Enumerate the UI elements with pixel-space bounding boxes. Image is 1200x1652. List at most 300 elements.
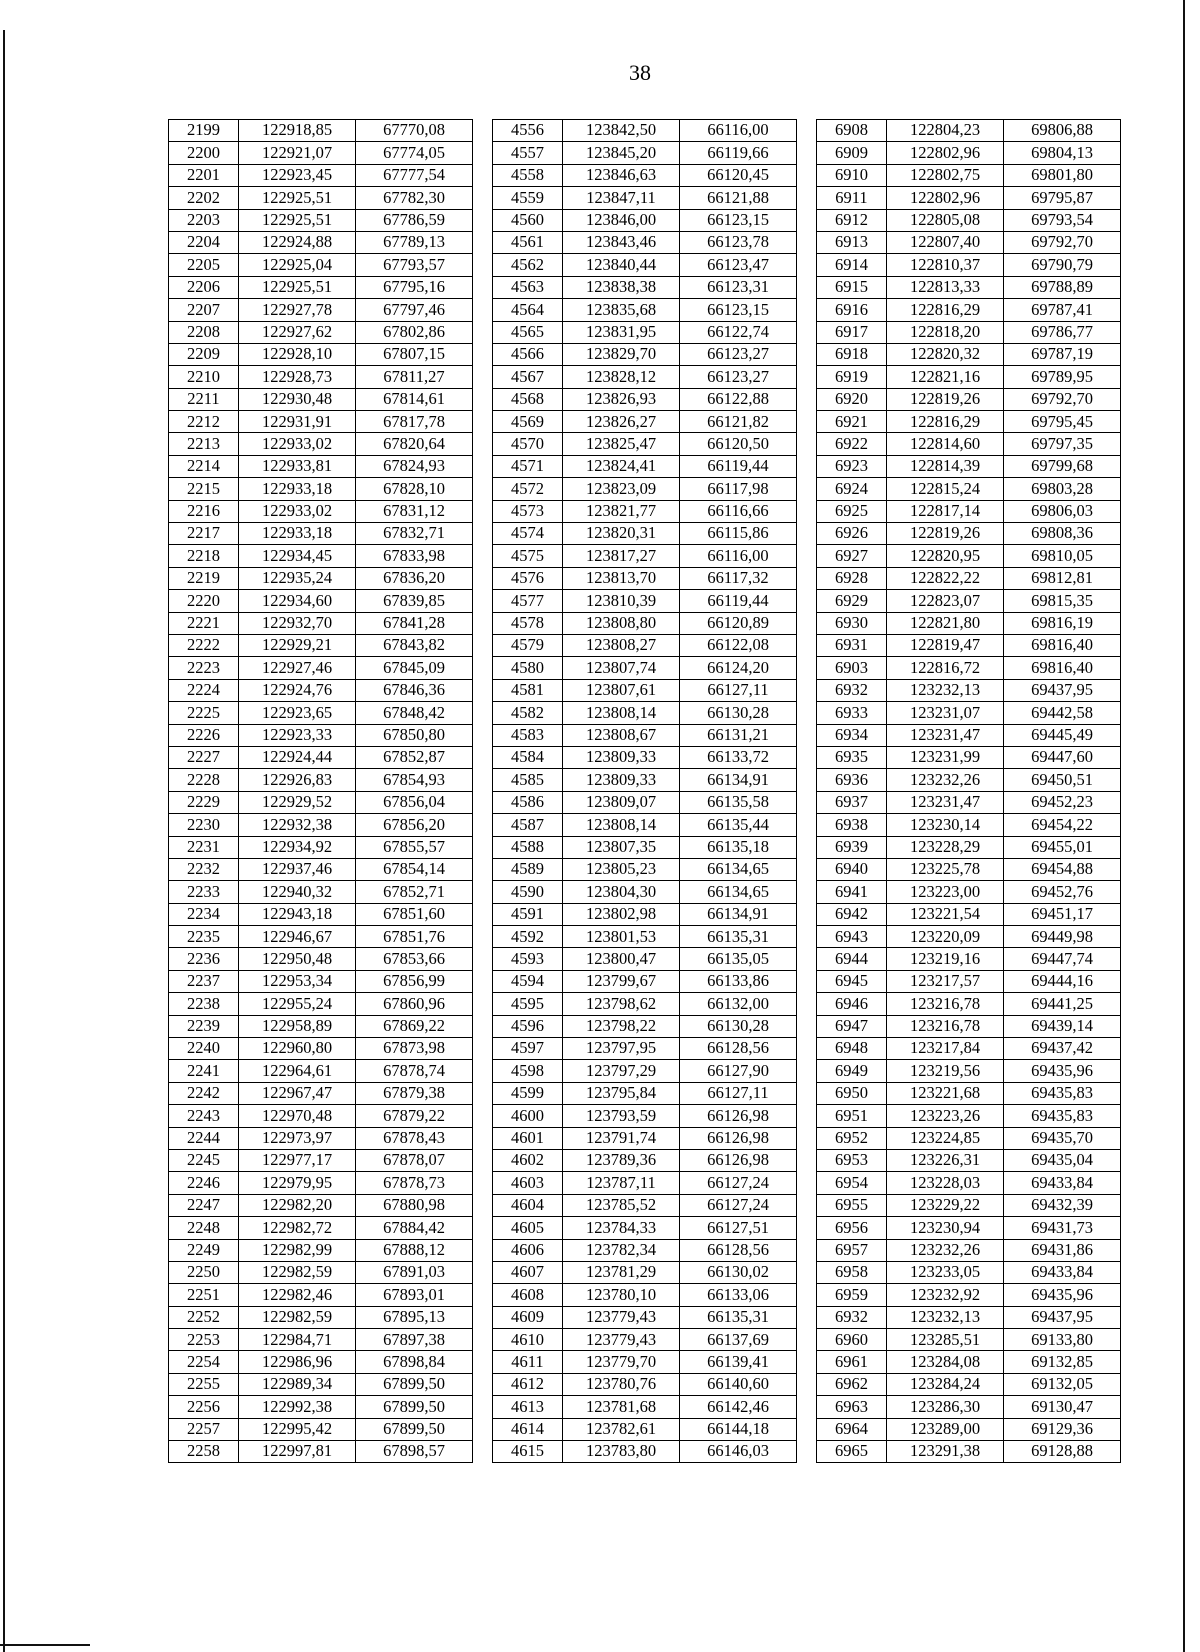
block2-x-coordinate-cell: 123829,70 bbox=[563, 343, 680, 365]
block1-y-coordinate-cell: 67879,38 bbox=[356, 1082, 473, 1104]
column-gap-cell bbox=[473, 1396, 493, 1418]
column-gap-cell bbox=[797, 1284, 817, 1306]
block1-x-coordinate-cell: 122923,33 bbox=[239, 724, 356, 746]
block3-y-coordinate-cell: 69442,58 bbox=[1004, 702, 1121, 724]
column-gap-cell bbox=[473, 164, 493, 186]
block2-y-coordinate-cell: 66127,24 bbox=[680, 1172, 797, 1194]
block2-x-coordinate-cell: 123800,47 bbox=[563, 948, 680, 970]
column-gap-cell bbox=[473, 970, 493, 992]
column-gap-cell bbox=[473, 1418, 493, 1440]
column-gap-cell bbox=[797, 903, 817, 925]
block3-point-number-cell: 6938 bbox=[817, 814, 887, 836]
table-row bbox=[169, 1306, 1121, 1328]
column-gap-cell bbox=[797, 209, 817, 231]
block2-x-coordinate-cell: 123817,27 bbox=[563, 545, 680, 567]
block1-x-coordinate-cell: 122925,51 bbox=[239, 187, 356, 209]
table-row bbox=[169, 1284, 1121, 1306]
column-gap-cell bbox=[797, 567, 817, 589]
table-row bbox=[169, 1127, 1121, 1149]
block3-x-coordinate-cell: 123223,00 bbox=[887, 881, 1004, 903]
block2-y-coordinate-cell: 66126,98 bbox=[680, 1105, 797, 1127]
table-row bbox=[169, 209, 1121, 231]
block3-x-coordinate-cell: 122817,14 bbox=[887, 500, 1004, 522]
block1-y-coordinate-cell: 67786,59 bbox=[356, 209, 473, 231]
block2-y-coordinate-cell: 66122,74 bbox=[680, 321, 797, 343]
block3-y-coordinate-cell: 69801,80 bbox=[1004, 164, 1121, 186]
column-gap-cell bbox=[797, 970, 817, 992]
column-gap-cell bbox=[473, 1127, 493, 1149]
block2-x-coordinate-cell: 123808,80 bbox=[563, 612, 680, 634]
block1-y-coordinate-cell: 67860,96 bbox=[356, 993, 473, 1015]
block3-y-coordinate-cell: 69133,80 bbox=[1004, 1329, 1121, 1351]
block2-x-coordinate-cell: 123810,39 bbox=[563, 590, 680, 612]
block1-point-number-cell: 2202 bbox=[169, 187, 239, 209]
column-gap-cell bbox=[797, 1172, 817, 1194]
table-row bbox=[169, 164, 1121, 186]
block3-x-coordinate-cell: 122815,24 bbox=[887, 478, 1004, 500]
block3-y-coordinate-cell: 69435,04 bbox=[1004, 1149, 1121, 1171]
column-gap-cell bbox=[473, 926, 493, 948]
block3-point-number-cell: 6946 bbox=[817, 993, 887, 1015]
column-gap-cell bbox=[797, 500, 817, 522]
block1-x-coordinate-cell: 122923,65 bbox=[239, 702, 356, 724]
column-gap-cell bbox=[473, 1261, 493, 1283]
column-gap-cell bbox=[797, 545, 817, 567]
block1-point-number-cell: 2224 bbox=[169, 679, 239, 701]
column-gap-cell bbox=[473, 590, 493, 612]
block1-point-number-cell: 2245 bbox=[169, 1149, 239, 1171]
block2-point-number-cell: 4565 bbox=[493, 321, 563, 343]
block1-point-number-cell: 2250 bbox=[169, 1261, 239, 1283]
block2-x-coordinate-cell: 123808,14 bbox=[563, 702, 680, 724]
column-gap-cell bbox=[473, 1441, 493, 1463]
block2-y-coordinate-cell: 66120,50 bbox=[680, 433, 797, 455]
column-gap-cell bbox=[797, 455, 817, 477]
block2-point-number-cell: 4575 bbox=[493, 545, 563, 567]
block3-point-number-cell: 6939 bbox=[817, 836, 887, 858]
column-gap-cell bbox=[473, 791, 493, 813]
block3-y-coordinate-cell: 69444,16 bbox=[1004, 970, 1121, 992]
block1-point-number-cell: 2244 bbox=[169, 1127, 239, 1149]
block3-y-coordinate-cell: 69816,19 bbox=[1004, 612, 1121, 634]
block2-point-number-cell: 4584 bbox=[493, 746, 563, 768]
column-gap-cell bbox=[797, 433, 817, 455]
block3-x-coordinate-cell: 123232,13 bbox=[887, 679, 1004, 701]
column-gap-cell bbox=[797, 1239, 817, 1261]
block1-point-number-cell: 2227 bbox=[169, 746, 239, 768]
block1-point-number-cell: 2203 bbox=[169, 209, 239, 231]
block3-x-coordinate-cell: 123233,05 bbox=[887, 1261, 1004, 1283]
block3-point-number-cell: 6958 bbox=[817, 1261, 887, 1283]
block2-y-coordinate-cell: 66119,66 bbox=[680, 142, 797, 164]
block1-y-coordinate-cell: 67789,13 bbox=[356, 231, 473, 253]
table-row bbox=[169, 388, 1121, 410]
block3-x-coordinate-cell: 122814,60 bbox=[887, 433, 1004, 455]
block2-y-coordinate-cell: 66130,28 bbox=[680, 1015, 797, 1037]
block2-y-coordinate-cell: 66130,02 bbox=[680, 1261, 797, 1283]
block3-y-coordinate-cell: 69435,83 bbox=[1004, 1082, 1121, 1104]
block3-point-number-cell: 6933 bbox=[817, 702, 887, 724]
block2-point-number-cell: 4597 bbox=[493, 1038, 563, 1060]
block3-point-number-cell: 6956 bbox=[817, 1217, 887, 1239]
block1-y-coordinate-cell: 67898,57 bbox=[356, 1441, 473, 1463]
block3-x-coordinate-cell: 123230,14 bbox=[887, 814, 1004, 836]
block1-y-coordinate-cell: 67831,12 bbox=[356, 500, 473, 522]
block3-y-coordinate-cell: 69447,60 bbox=[1004, 746, 1121, 768]
block1-point-number-cell: 2220 bbox=[169, 590, 239, 612]
block1-x-coordinate-cell: 122925,51 bbox=[239, 209, 356, 231]
block2-x-coordinate-cell: 123782,61 bbox=[563, 1418, 680, 1440]
block1-x-coordinate-cell: 122992,38 bbox=[239, 1396, 356, 1418]
block2-point-number-cell: 4609 bbox=[493, 1306, 563, 1328]
block1-x-coordinate-cell: 122929,21 bbox=[239, 634, 356, 656]
block2-point-number-cell: 4604 bbox=[493, 1194, 563, 1216]
block1-y-coordinate-cell: 67850,80 bbox=[356, 724, 473, 746]
table-row bbox=[169, 321, 1121, 343]
block1-y-coordinate-cell: 67820,64 bbox=[356, 433, 473, 455]
block3-point-number-cell: 6917 bbox=[817, 321, 887, 343]
block3-y-coordinate-cell: 69792,70 bbox=[1004, 388, 1121, 410]
block3-point-number-cell: 6944 bbox=[817, 948, 887, 970]
block1-x-coordinate-cell: 122989,34 bbox=[239, 1373, 356, 1395]
coordinates-table-body bbox=[169, 120, 1121, 1463]
block2-x-coordinate-cell: 123780,76 bbox=[563, 1373, 680, 1395]
block2-point-number-cell: 4576 bbox=[493, 567, 563, 589]
column-gap-cell bbox=[473, 455, 493, 477]
block1-point-number-cell: 2216 bbox=[169, 500, 239, 522]
column-gap-cell bbox=[473, 634, 493, 656]
table-row bbox=[169, 1418, 1121, 1440]
block3-y-coordinate-cell: 69808,36 bbox=[1004, 523, 1121, 545]
block3-y-coordinate-cell: 69132,05 bbox=[1004, 1373, 1121, 1395]
column-gap-cell bbox=[473, 1306, 493, 1328]
block3-x-coordinate-cell: 123286,30 bbox=[887, 1396, 1004, 1418]
column-gap-cell bbox=[473, 679, 493, 701]
block3-x-coordinate-cell: 123221,68 bbox=[887, 1082, 1004, 1104]
block2-x-coordinate-cell: 123821,77 bbox=[563, 500, 680, 522]
table-row bbox=[169, 366, 1121, 388]
block3-y-coordinate-cell: 69816,40 bbox=[1004, 657, 1121, 679]
block2-point-number-cell: 4602 bbox=[493, 1149, 563, 1171]
column-gap-cell bbox=[797, 993, 817, 1015]
block1-x-coordinate-cell: 122925,51 bbox=[239, 276, 356, 298]
block2-x-coordinate-cell: 123847,11 bbox=[563, 187, 680, 209]
block3-x-coordinate-cell: 123223,26 bbox=[887, 1105, 1004, 1127]
table-row bbox=[169, 1105, 1121, 1127]
column-gap-cell bbox=[797, 1306, 817, 1328]
block3-point-number-cell: 6964 bbox=[817, 1418, 887, 1440]
block1-y-coordinate-cell: 67869,22 bbox=[356, 1015, 473, 1037]
block3-point-number-cell: 6926 bbox=[817, 523, 887, 545]
block2-y-coordinate-cell: 66134,91 bbox=[680, 903, 797, 925]
block1-point-number-cell: 2204 bbox=[169, 231, 239, 253]
table-row bbox=[169, 993, 1121, 1015]
block1-x-coordinate-cell: 122933,02 bbox=[239, 500, 356, 522]
coordinates-table bbox=[168, 119, 1121, 1463]
block1-y-coordinate-cell: 67880,98 bbox=[356, 1194, 473, 1216]
column-gap-cell bbox=[797, 1396, 817, 1418]
block3-x-coordinate-cell: 123232,13 bbox=[887, 1306, 1004, 1328]
block1-point-number-cell: 2219 bbox=[169, 567, 239, 589]
block2-x-coordinate-cell: 123802,98 bbox=[563, 903, 680, 925]
block2-point-number-cell: 4599 bbox=[493, 1082, 563, 1104]
block2-x-coordinate-cell: 123779,43 bbox=[563, 1329, 680, 1351]
block1-point-number-cell: 2209 bbox=[169, 343, 239, 365]
block1-y-coordinate-cell: 67878,07 bbox=[356, 1149, 473, 1171]
block1-x-coordinate-cell: 122933,02 bbox=[239, 433, 356, 455]
block2-point-number-cell: 4615 bbox=[493, 1441, 563, 1463]
block3-point-number-cell: 6965 bbox=[817, 1441, 887, 1463]
block2-x-coordinate-cell: 123828,12 bbox=[563, 366, 680, 388]
block3-y-coordinate-cell: 69432,39 bbox=[1004, 1194, 1121, 1216]
block3-point-number-cell: 6912 bbox=[817, 209, 887, 231]
block2-y-coordinate-cell: 66121,82 bbox=[680, 411, 797, 433]
block3-point-number-cell: 6960 bbox=[817, 1329, 887, 1351]
table-row bbox=[169, 1149, 1121, 1171]
block3-y-coordinate-cell: 69789,95 bbox=[1004, 366, 1121, 388]
block2-point-number-cell: 4596 bbox=[493, 1015, 563, 1037]
block3-x-coordinate-cell: 122816,29 bbox=[887, 299, 1004, 321]
block2-x-coordinate-cell: 123779,70 bbox=[563, 1351, 680, 1373]
block3-point-number-cell: 6957 bbox=[817, 1239, 887, 1261]
table-row bbox=[169, 433, 1121, 455]
block2-y-coordinate-cell: 66140,60 bbox=[680, 1373, 797, 1395]
block3-y-coordinate-cell: 69797,35 bbox=[1004, 433, 1121, 455]
column-gap-cell bbox=[797, 366, 817, 388]
block3-x-coordinate-cell: 123232,92 bbox=[887, 1284, 1004, 1306]
column-gap-cell bbox=[473, 702, 493, 724]
block3-y-coordinate-cell: 69452,76 bbox=[1004, 881, 1121, 903]
block2-point-number-cell: 4561 bbox=[493, 231, 563, 253]
column-gap-cell bbox=[473, 724, 493, 746]
block2-y-coordinate-cell: 66139,41 bbox=[680, 1351, 797, 1373]
block1-y-coordinate-cell: 67878,73 bbox=[356, 1172, 473, 1194]
column-gap-cell bbox=[473, 1038, 493, 1060]
block1-point-number-cell: 2215 bbox=[169, 478, 239, 500]
block2-y-coordinate-cell: 66116,00 bbox=[680, 545, 797, 567]
block1-point-number-cell: 2206 bbox=[169, 276, 239, 298]
column-gap-cell bbox=[473, 1105, 493, 1127]
block1-x-coordinate-cell: 122932,38 bbox=[239, 814, 356, 836]
block3-x-coordinate-cell: 122820,95 bbox=[887, 545, 1004, 567]
block2-point-number-cell: 4571 bbox=[493, 455, 563, 477]
block1-x-coordinate-cell: 122986,96 bbox=[239, 1351, 356, 1373]
column-gap-cell bbox=[797, 1418, 817, 1440]
block1-point-number-cell: 2200 bbox=[169, 142, 239, 164]
block1-point-number-cell: 2207 bbox=[169, 299, 239, 321]
block3-x-coordinate-cell: 123232,26 bbox=[887, 1239, 1004, 1261]
table-row bbox=[169, 746, 1121, 768]
block2-point-number-cell: 4589 bbox=[493, 858, 563, 880]
table-row bbox=[169, 1217, 1121, 1239]
column-gap-cell bbox=[473, 142, 493, 164]
block1-x-coordinate-cell: 122982,59 bbox=[239, 1261, 356, 1283]
block3-y-coordinate-cell: 69815,35 bbox=[1004, 590, 1121, 612]
table-row bbox=[169, 1038, 1121, 1060]
block1-x-coordinate-cell: 122946,67 bbox=[239, 926, 356, 948]
block2-x-coordinate-cell: 123825,47 bbox=[563, 433, 680, 455]
block2-x-coordinate-cell: 123807,61 bbox=[563, 679, 680, 701]
block3-y-coordinate-cell: 69431,73 bbox=[1004, 1217, 1121, 1239]
block1-y-coordinate-cell: 67852,87 bbox=[356, 746, 473, 768]
column-gap-cell bbox=[797, 702, 817, 724]
block3-point-number-cell: 6962 bbox=[817, 1373, 887, 1395]
block2-y-coordinate-cell: 66128,56 bbox=[680, 1038, 797, 1060]
block2-x-coordinate-cell: 123783,80 bbox=[563, 1441, 680, 1463]
column-gap-cell bbox=[473, 1284, 493, 1306]
block1-point-number-cell: 2253 bbox=[169, 1329, 239, 1351]
block2-x-coordinate-cell: 123779,43 bbox=[563, 1306, 680, 1328]
block2-x-coordinate-cell: 123838,38 bbox=[563, 276, 680, 298]
block3-y-coordinate-cell: 69437,95 bbox=[1004, 679, 1121, 701]
block3-y-coordinate-cell: 69129,36 bbox=[1004, 1418, 1121, 1440]
column-gap-cell bbox=[797, 657, 817, 679]
block3-y-coordinate-cell: 69445,49 bbox=[1004, 724, 1121, 746]
block3-y-coordinate-cell: 69788,89 bbox=[1004, 276, 1121, 298]
block2-point-number-cell: 4610 bbox=[493, 1329, 563, 1351]
block2-x-coordinate-cell: 123846,00 bbox=[563, 209, 680, 231]
block2-point-number-cell: 4612 bbox=[493, 1373, 563, 1395]
block3-x-coordinate-cell: 122805,08 bbox=[887, 209, 1004, 231]
block3-y-coordinate-cell: 69454,22 bbox=[1004, 814, 1121, 836]
block2-point-number-cell: 4572 bbox=[493, 478, 563, 500]
block2-y-coordinate-cell: 66130,28 bbox=[680, 702, 797, 724]
column-gap-cell bbox=[797, 478, 817, 500]
block1-point-number-cell: 2251 bbox=[169, 1284, 239, 1306]
block3-point-number-cell: 6930 bbox=[817, 612, 887, 634]
table-row bbox=[169, 1194, 1121, 1216]
block1-point-number-cell: 2231 bbox=[169, 836, 239, 858]
block3-y-coordinate-cell: 69439,14 bbox=[1004, 1015, 1121, 1037]
table-row bbox=[169, 276, 1121, 298]
block3-x-coordinate-cell: 122816,72 bbox=[887, 657, 1004, 679]
block1-y-coordinate-cell: 67873,98 bbox=[356, 1038, 473, 1060]
block3-point-number-cell: 6941 bbox=[817, 881, 887, 903]
block3-x-coordinate-cell: 122819,47 bbox=[887, 634, 1004, 656]
block1-y-coordinate-cell: 67770,08 bbox=[356, 120, 473, 142]
block1-x-coordinate-cell: 122937,46 bbox=[239, 858, 356, 880]
block3-x-coordinate-cell: 122802,75 bbox=[887, 164, 1004, 186]
table-row bbox=[169, 970, 1121, 992]
block2-y-coordinate-cell: 66133,86 bbox=[680, 970, 797, 992]
block1-y-coordinate-cell: 67878,43 bbox=[356, 1127, 473, 1149]
block3-x-coordinate-cell: 122802,96 bbox=[887, 187, 1004, 209]
block1-y-coordinate-cell: 67893,01 bbox=[356, 1284, 473, 1306]
column-gap-cell bbox=[797, 612, 817, 634]
block2-y-coordinate-cell: 66126,98 bbox=[680, 1127, 797, 1149]
block3-point-number-cell: 6947 bbox=[817, 1015, 887, 1037]
table-row bbox=[169, 702, 1121, 724]
column-gap-cell bbox=[797, 1217, 817, 1239]
column-gap-cell bbox=[473, 500, 493, 522]
block3-y-coordinate-cell: 69447,74 bbox=[1004, 948, 1121, 970]
block1-y-coordinate-cell: 67879,22 bbox=[356, 1105, 473, 1127]
block2-y-coordinate-cell: 66119,44 bbox=[680, 590, 797, 612]
block1-x-coordinate-cell: 122927,62 bbox=[239, 321, 356, 343]
block2-x-coordinate-cell: 123809,33 bbox=[563, 746, 680, 768]
column-gap-cell bbox=[797, 164, 817, 186]
block3-point-number-cell: 6919 bbox=[817, 366, 887, 388]
block1-y-coordinate-cell: 67802,86 bbox=[356, 321, 473, 343]
block1-x-coordinate-cell: 122931,91 bbox=[239, 411, 356, 433]
block3-point-number-cell: 6950 bbox=[817, 1082, 887, 1104]
block2-point-number-cell: 4608 bbox=[493, 1284, 563, 1306]
block1-y-coordinate-cell: 67854,14 bbox=[356, 858, 473, 880]
block2-point-number-cell: 4574 bbox=[493, 523, 563, 545]
block1-x-coordinate-cell: 122960,80 bbox=[239, 1038, 356, 1060]
column-gap-cell bbox=[797, 254, 817, 276]
block2-point-number-cell: 4593 bbox=[493, 948, 563, 970]
block2-y-coordinate-cell: 66122,88 bbox=[680, 388, 797, 410]
block2-x-coordinate-cell: 123795,84 bbox=[563, 1082, 680, 1104]
block1-y-coordinate-cell: 67884,42 bbox=[356, 1217, 473, 1239]
column-gap-cell bbox=[797, 724, 817, 746]
column-gap-cell bbox=[797, 343, 817, 365]
block1-point-number-cell: 2212 bbox=[169, 411, 239, 433]
block1-point-number-cell: 2228 bbox=[169, 769, 239, 791]
block2-x-coordinate-cell: 123840,44 bbox=[563, 254, 680, 276]
block2-x-coordinate-cell: 123782,34 bbox=[563, 1239, 680, 1261]
table-row bbox=[169, 500, 1121, 522]
block3-x-coordinate-cell: 122810,37 bbox=[887, 254, 1004, 276]
block3-x-coordinate-cell: 122820,32 bbox=[887, 343, 1004, 365]
block1-y-coordinate-cell: 67848,42 bbox=[356, 702, 473, 724]
column-gap-cell bbox=[797, 1351, 817, 1373]
block3-point-number-cell: 6903 bbox=[817, 657, 887, 679]
block1-x-coordinate-cell: 122932,70 bbox=[239, 612, 356, 634]
block3-x-coordinate-cell: 122821,16 bbox=[887, 366, 1004, 388]
table-row bbox=[169, 814, 1121, 836]
block2-point-number-cell: 4558 bbox=[493, 164, 563, 186]
column-gap-cell bbox=[473, 948, 493, 970]
table-row bbox=[169, 634, 1121, 656]
column-gap-cell bbox=[473, 321, 493, 343]
block2-point-number-cell: 4567 bbox=[493, 366, 563, 388]
block1-x-coordinate-cell: 122984,71 bbox=[239, 1329, 356, 1351]
block1-x-coordinate-cell: 122982,59 bbox=[239, 1306, 356, 1328]
table-row bbox=[169, 523, 1121, 545]
block3-point-number-cell: 6936 bbox=[817, 769, 887, 791]
column-gap-cell bbox=[797, 1149, 817, 1171]
block3-x-coordinate-cell: 123291,38 bbox=[887, 1441, 1004, 1463]
column-gap-cell bbox=[473, 299, 493, 321]
block2-x-coordinate-cell: 123781,29 bbox=[563, 1261, 680, 1283]
block1-point-number-cell: 2243 bbox=[169, 1105, 239, 1127]
block1-point-number-cell: 2208 bbox=[169, 321, 239, 343]
block3-point-number-cell: 6918 bbox=[817, 343, 887, 365]
block1-x-coordinate-cell: 122924,76 bbox=[239, 679, 356, 701]
block1-point-number-cell: 2238 bbox=[169, 993, 239, 1015]
column-gap-cell bbox=[473, 545, 493, 567]
block1-y-coordinate-cell: 67899,50 bbox=[356, 1396, 473, 1418]
block2-y-coordinate-cell: 66134,65 bbox=[680, 858, 797, 880]
table-row bbox=[169, 1441, 1121, 1463]
table-row bbox=[169, 254, 1121, 276]
block1-point-number-cell: 2242 bbox=[169, 1082, 239, 1104]
block2-point-number-cell: 4578 bbox=[493, 612, 563, 634]
block3-y-coordinate-cell: 69806,88 bbox=[1004, 120, 1121, 142]
block2-y-coordinate-cell: 66119,44 bbox=[680, 455, 797, 477]
column-gap-cell bbox=[473, 388, 493, 410]
block1-x-coordinate-cell: 122973,97 bbox=[239, 1127, 356, 1149]
column-gap-cell bbox=[797, 1038, 817, 1060]
table-row bbox=[169, 948, 1121, 970]
block1-x-coordinate-cell: 122926,83 bbox=[239, 769, 356, 791]
block1-point-number-cell: 2223 bbox=[169, 657, 239, 679]
block2-x-coordinate-cell: 123845,20 bbox=[563, 142, 680, 164]
block2-y-coordinate-cell: 66144,18 bbox=[680, 1418, 797, 1440]
block3-point-number-cell: 6954 bbox=[817, 1172, 887, 1194]
